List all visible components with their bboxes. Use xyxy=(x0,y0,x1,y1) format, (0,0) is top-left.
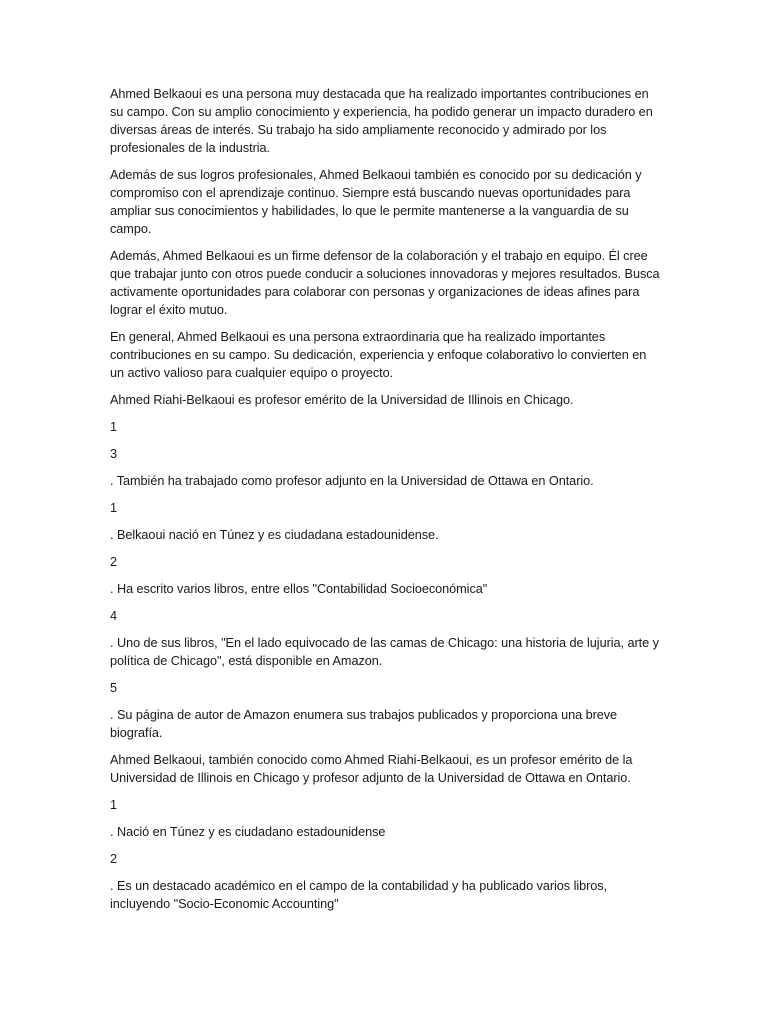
document-page xyxy=(110,85,662,922)
citation-number: 1 xyxy=(110,420,118,434)
paragraph-also-known: Ahmed Belkaoui, también conocido como Ahmed Riahi-Belkaoui, es un profesor emérito de la Universidad de Illinois en Chicago y profesor adjunto de la Universidad de Ottawa en Ontario. xyxy=(110,753,633,785)
paragraph-born-tunisia: . Nació en Túnez y es ciudadano estadounidense xyxy=(110,825,386,839)
paragraph-collaboration: Además, Ahmed Belkaoui es un firme defensor de la colaboración y el trabajo en equipo. Él cree que trabajar junto con otros puede conducir a soluciones innovadoras y mejores resultados. Busca activamente oportunidades para colaborar con personas y organizaciones de ideas afines para lograr el éxito mutuo. xyxy=(110,249,660,317)
paragraph-ottawa: . También ha trabajado como profesor adjunto en la Universidad de Ottawa en Ontario. xyxy=(110,474,594,488)
paragraph-accounting: . Es un destacado académico en el campo de la contabilidad y ha publicado varios libros, incluyendo "Socio-Economic Accounting" xyxy=(110,879,608,911)
citation-number: 1 xyxy=(110,798,118,812)
citation-number: 2 xyxy=(110,852,118,866)
paragraph-books: . Ha escrito varios libros, entre ellos "Contabilidad Socioeconómica" xyxy=(110,582,488,596)
paragraph-learning: Además de sus logros profesionales, Ahmed Belkaoui también es conocido por su dedicación y compromiso con el aprendizaje continuo. Siempre está buscando nuevas oportunidades para ampliar sus conocimientos y habilidades, lo que le permite mantenerse a la vanguardia de su campo. xyxy=(110,168,642,236)
citation-number: 2 xyxy=(110,555,118,569)
paragraph-chicago-book: . Uno de sus libros, "En el lado equivocado de las camas de Chicago: una historia de lujuria, arte y política de Chicago", está disponible en Amazon. xyxy=(110,636,659,668)
paragraph-intro: Ahmed Belkaoui es una persona muy destacada que ha realizado importantes contribuciones en su campo. Con su amplio conocimiento y experiencia, ha podido generar un impacto duradero en diversas áreas de interés. Su trabajo ha sido ampliamente reconocido y admirado por los profesionales de la industria. xyxy=(110,87,653,155)
paragraph-author-page: . Su página de autor de Amazon enumera sus trabajos publicados y proporciona una breve biografía. xyxy=(110,708,618,740)
paragraph-birthplace: . Belkaoui nació en Túnez y es ciudadana estadounidense. xyxy=(110,528,439,542)
citation-number: 4 xyxy=(110,609,118,623)
citation-number: 1 xyxy=(110,501,118,515)
paragraph-emeritus: Ahmed Riahi-Belkaoui es profesor emérito de la Universidad de Illinois en Chicago. xyxy=(110,393,574,407)
paragraph-summary: En general, Ahmed Belkaoui es una persona extraordinaria que ha realizado importantes contribuciones en su campo. Su dedicación, experiencia y enfoque colaborativo lo convierten en un activo valioso para cualquier equipo o proyecto. xyxy=(110,330,647,380)
citation-number: 5 xyxy=(110,681,118,695)
citation-number: 3 xyxy=(110,447,118,461)
